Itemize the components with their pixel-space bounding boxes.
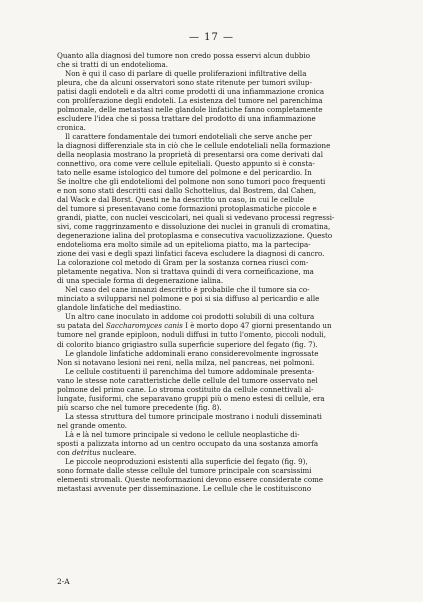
text-line: grandi, piatte, con nuclei vescicolari, nei quali si vedevano processi regressi- (57, 213, 335, 223)
text-line: tato nelle esame istologico del tumore del polmone e del pericardio. In (57, 168, 312, 178)
text-line: nel grande omento. (57, 420, 128, 430)
text-line: su patata del Saccharomyces canis I è morto dopo 47 giorni presentando un (57, 321, 332, 331)
signature-mark: 2-A (57, 577, 70, 586)
text-line: che si tratti di un endotelioma. (57, 60, 168, 70)
text-line: patisi dagli endoteli e da altri come prodotti di una infiammazione cronica (57, 87, 325, 97)
text-line: sivi, come raggrinzamento e dissoluzione dei nuclei in granuli di cromatina, (57, 222, 331, 232)
text-line: Se inoltre che gli endoteliomi del polmone non sono tumori poco frequenti (57, 177, 326, 187)
text-line: minciato a svilupparsi nel polmone e poi si sia diffuso al pericardio e alle (57, 294, 320, 304)
text-line: Nel caso del cane innanzi descritto è probabile che il tumore sia co- (65, 285, 310, 295)
text-line: vano le stesse note caratteristiche delle cellule del tumore osservato nel (57, 375, 318, 385)
text-line: cronica. (57, 123, 86, 133)
text-line: pleura, che da alcuni osservatori sono state ritenute per tumori svilup- (57, 78, 312, 88)
text-line: Quanto alla diagnosi del tumore non credo possa esservi alcun dubbio (57, 51, 310, 60)
text-line: endotelioma era molto simile ad un epitelioma piatto, ma la partecipa- (57, 240, 311, 250)
text-line: degenerazione ialina del protoplasma e consecutiva vacuolizzazione. Questo (57, 231, 333, 241)
text-line: zione dei vasi e degli spazi linfatici faceva escludere la diagnosi di cancro. (57, 249, 325, 259)
text-line: polmonale, delle metastasi nelle glandole linfatiche fanno completamente (57, 105, 323, 115)
text-line: Le glandole linfatiche addominali erano considerevolmente ingrossate (65, 348, 319, 358)
text-line: Un altro cane inoculato in addome coi prodotti solubili di una coltura (65, 312, 315, 322)
text-line: lungate, fusiformi, che separavano gruppi più o meno estesi di cellule, era (57, 393, 325, 403)
text-line: Le cellule costituenti il parenchima del tumore addominale presenta- (65, 366, 315, 376)
body-text (57, 51, 372, 493)
text-line: la diagnosi differenziale sta in ciò che le cellule endoteliali nella formazione (57, 141, 331, 151)
text-line: della neoplasia mostrano la proprietà di presentarsi ora come derivati dal (57, 150, 323, 160)
text-line: con detritus nucleare. (57, 447, 137, 457)
text-line: polmone del primo cane. Lo stroma costituito da cellule connettivali al- (57, 384, 314, 394)
text-line: sono formate dalle stesse cellule del tumore principale con scarsissimi (57, 465, 312, 475)
text-line: La stessa struttura del tumore principale mostrano i noduli disseminati (65, 411, 322, 421)
page-number: — 17 — (188, 32, 235, 43)
text-line: Il carattere fondamentale dei tumori endoteliali che serve anche per (65, 132, 312, 142)
text-line: dal Wack e dal Borst. Questi ne ha descritto un caso, in cui le cellule (57, 195, 304, 205)
text-line: metastasi avvenute per disseminazione. Le cellule che le costituiscono (57, 483, 312, 493)
text-line: tumore nel grande epiploon, noduli diffusi in tutto l'omento, piccoli noduli, (57, 330, 326, 340)
text-line: del tumore si presentavano come formazioni protoplasmatiche piccole e (57, 204, 317, 214)
text-line: e non sono stati descritti casi dallo Schottelius, dal Bostrem, dal Cahen, (57, 186, 317, 196)
text-line: Là e là nel tumore principale si vedono le cellule neoplastiche di- (65, 429, 300, 439)
text-line: Le piccole neoproduzioni esistenti alla superficie del fegato (fig. 9), (65, 456, 308, 466)
text-line: Non è qui il caso di parlare di quelle proliferazioni infiltrative della (65, 69, 307, 79)
text-line: glandole linfatiche del mediastino. (57, 303, 182, 313)
text-line: Non si notavano lesioni nei reni, nella milza, nel pancreas, nei polmoni. (57, 357, 315, 367)
text-line: connettivo, ora come vere cellule epiteliali. Questo appunto si è consta- (57, 159, 315, 169)
text-line: escludere l'idea che si possa trattare del prodotto di una infiammazione (57, 114, 316, 124)
text-line: sposti a palizzata intorno ad un centro occupato da una sostanza amorfa (57, 438, 319, 448)
text-line: di colorito bianco grigiastro sulla superficie superiore del fegato (fig. 7). (57, 339, 318, 349)
text-line: La colorazione col metodo di Gram per la sostanza cornea riuscì com- (57, 258, 309, 268)
text-line: con proliferazione degli endoteli. La esistenza del tumore nel parenchima (57, 96, 323, 106)
text-line: elementi stromali. Queste neoformazioni devono essere considerate come (57, 474, 324, 484)
text-line: più scarso che nel tumore precedente (fig. 8). (57, 402, 222, 412)
text-line: pletamente negativa. Non si trattava quindi di vera corneificazione, ma (57, 267, 314, 277)
text-line: di una speciale forma di degenerazione ialina. (57, 276, 224, 286)
